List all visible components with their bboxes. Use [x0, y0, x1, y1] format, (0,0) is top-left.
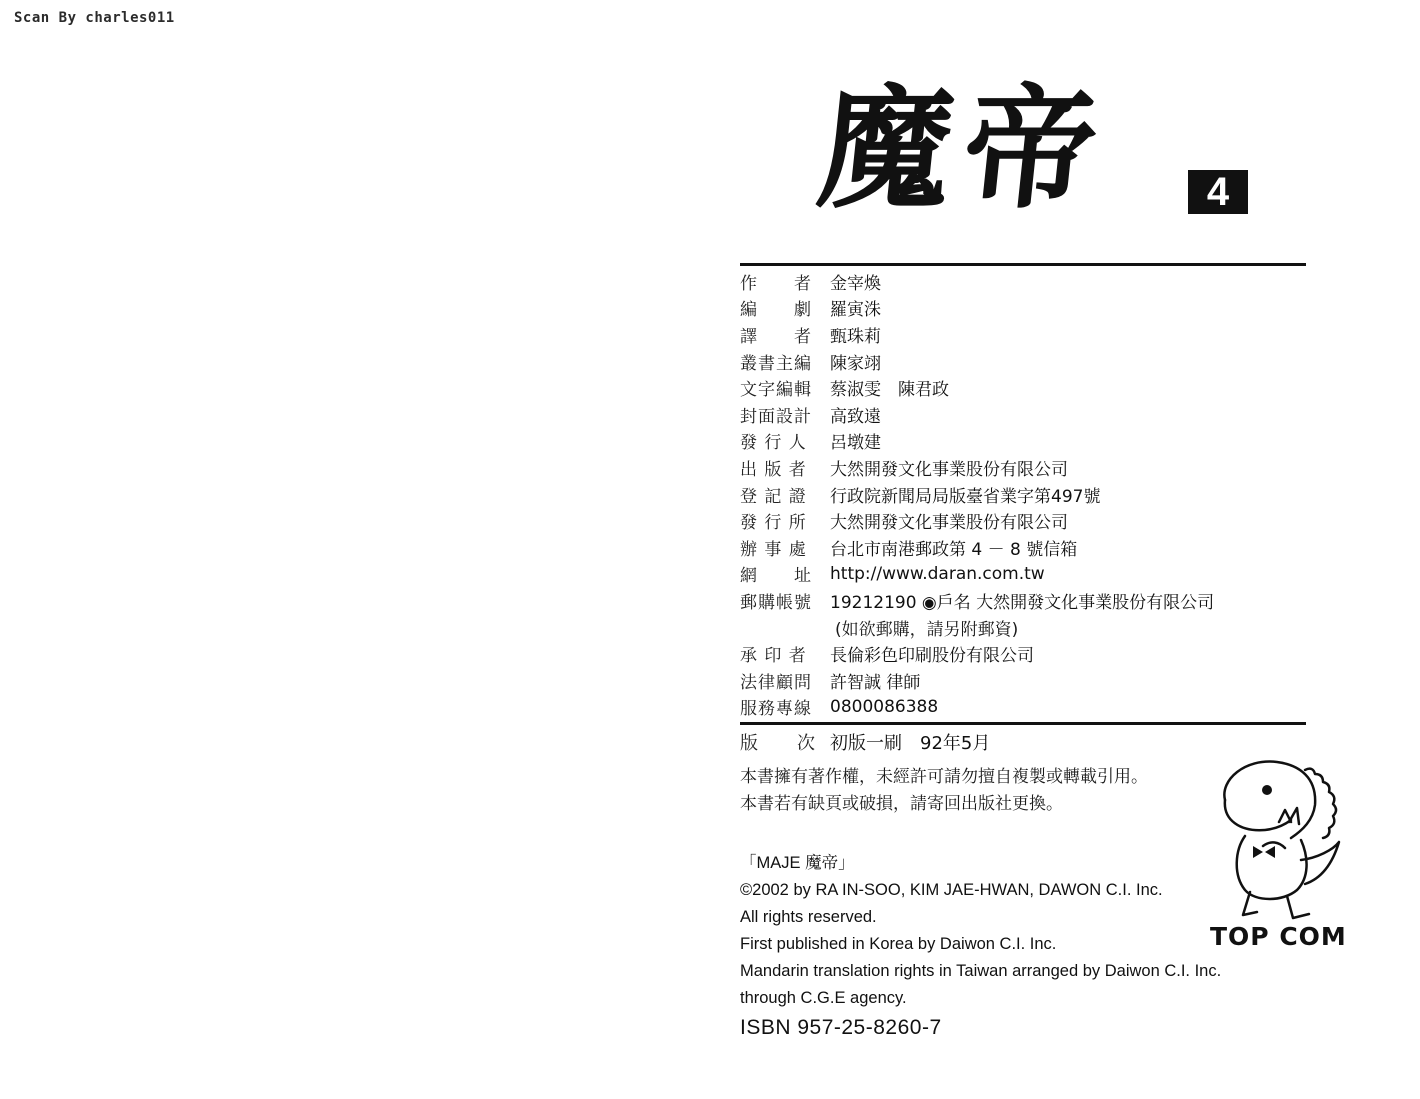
credit-value: 許智誠 律師: [830, 672, 921, 693]
credit-row-text-editor: [740, 374, 1300, 401]
credit-label: 出 版 者: [740, 459, 807, 480]
credit-label: 辦 事 處: [740, 539, 807, 560]
credit-value: 陳家翊: [830, 353, 881, 374]
volume-badge: 4: [1188, 170, 1248, 214]
credit-label: 登 記 證: [740, 486, 807, 507]
credit-row-distributor: [740, 507, 1300, 534]
credit-row-service-line: [740, 694, 1300, 721]
rights-line: All rights reserved.: [740, 908, 877, 926]
rights-line: through C.G.E agency.: [740, 989, 907, 1007]
credits-table: [740, 268, 1300, 720]
top-com-logo: TOP COM: [1210, 922, 1347, 951]
credit-value: 19212190 ◉戶名 大然開發文化事業股份有限公司: [830, 592, 1215, 613]
credit-label: 發 行 所: [740, 513, 807, 534]
scan-credit: Scan By charles011: [14, 10, 175, 26]
credit-row-series-editor: [740, 348, 1300, 375]
credit-label: 郵購帳號: [740, 592, 812, 613]
credit-value: 呂墩建: [830, 433, 881, 454]
top-divider: [740, 263, 1306, 266]
credit-row-publisher-person: [740, 428, 1300, 455]
credit-value: 長倫彩色印刷股份有限公司: [830, 646, 1034, 667]
credit-value: 羅寅洙: [830, 300, 881, 321]
credit-value: 行政院新聞局局版臺省業字第497號: [830, 486, 1101, 507]
credit-label: 譯 者: [740, 326, 812, 347]
rights-line: ©2002 by RA IN-SOO, KIM JAE-HWAN, DAWON C.I. Inc.: [740, 881, 1163, 899]
credit-row-registration: [740, 481, 1300, 508]
credit-value: 台北市南港郵政第 4 － 8 號信箱: [830, 539, 1078, 560]
notice-line: 本書擁有著作權，未經許可請勿擅自複製或轉載引用。: [740, 767, 1148, 787]
dinosaur-mascot-icon: [1205, 750, 1345, 930]
rights-line: Mandarin translation rights in Taiwan arranged by Daiwon C.I. Inc.: [740, 962, 1222, 980]
postal-note: (如欲郵購，請另附郵資): [835, 619, 1019, 640]
credit-label: 編 劇: [740, 300, 812, 321]
edition-label: 版 次: [740, 733, 816, 754]
credit-label: 發 行 人: [740, 433, 807, 454]
credit-label: 封面設計: [740, 406, 812, 427]
credit-value: 大然開發文化事業股份有限公司: [830, 513, 1068, 534]
credit-row-office: [740, 534, 1300, 561]
credit-label: 網 址: [740, 566, 812, 587]
edition-value: 初版一刷 92年5月: [830, 733, 991, 754]
credit-row-cover-design: [740, 401, 1300, 428]
isbn: ISBN 957-25-8260-7: [740, 1016, 942, 1039]
middle-divider: [740, 722, 1306, 725]
edition-row: [740, 728, 990, 756]
credit-label: 作 者: [740, 273, 812, 294]
credit-row-postal-account: [740, 587, 1300, 614]
credit-row-printer: [740, 640, 1300, 667]
credit-label: 承 印 者: [740, 646, 807, 667]
credit-row-website: [740, 561, 1300, 588]
notice-line: 本書若有缺頁或破損，請寄回出版社更換。: [740, 794, 1063, 814]
credit-value: 高致遠: [830, 406, 881, 427]
credit-value: 甄珠莉: [830, 326, 881, 347]
rights-line: First published in Korea by Daiwon C.I. Inc.: [740, 935, 1057, 953]
credit-label: 叢書主編: [740, 353, 812, 374]
book-title-block: [811, 70, 1300, 230]
credit-row-translator: [740, 321, 1300, 348]
credit-value: 0800086388: [830, 696, 939, 717]
credit-row-publisher: [740, 454, 1300, 481]
credit-row-legal: [740, 667, 1300, 694]
credit-label: 服務專線: [740, 699, 812, 720]
english-rights-block: [740, 850, 1221, 1041]
website-link[interactable]: http://www.daran.com.tw: [830, 563, 1045, 584]
credit-row-author: [740, 268, 1300, 295]
credit-label: 法律顧問: [740, 672, 812, 693]
credit-row-writer: [740, 295, 1300, 322]
credit-value: 大然開發文化事業股份有限公司: [830, 459, 1068, 480]
credit-label: 文字編輯: [740, 380, 812, 401]
book-title: 魔帝: [811, 72, 1117, 227]
credit-value: 金宰煥: [830, 273, 881, 294]
rights-line: 「MAJE 魔帝」: [740, 854, 855, 872]
credit-value: 蔡淑雯 陳君政: [830, 380, 949, 401]
copyright-notice: [740, 764, 1148, 818]
